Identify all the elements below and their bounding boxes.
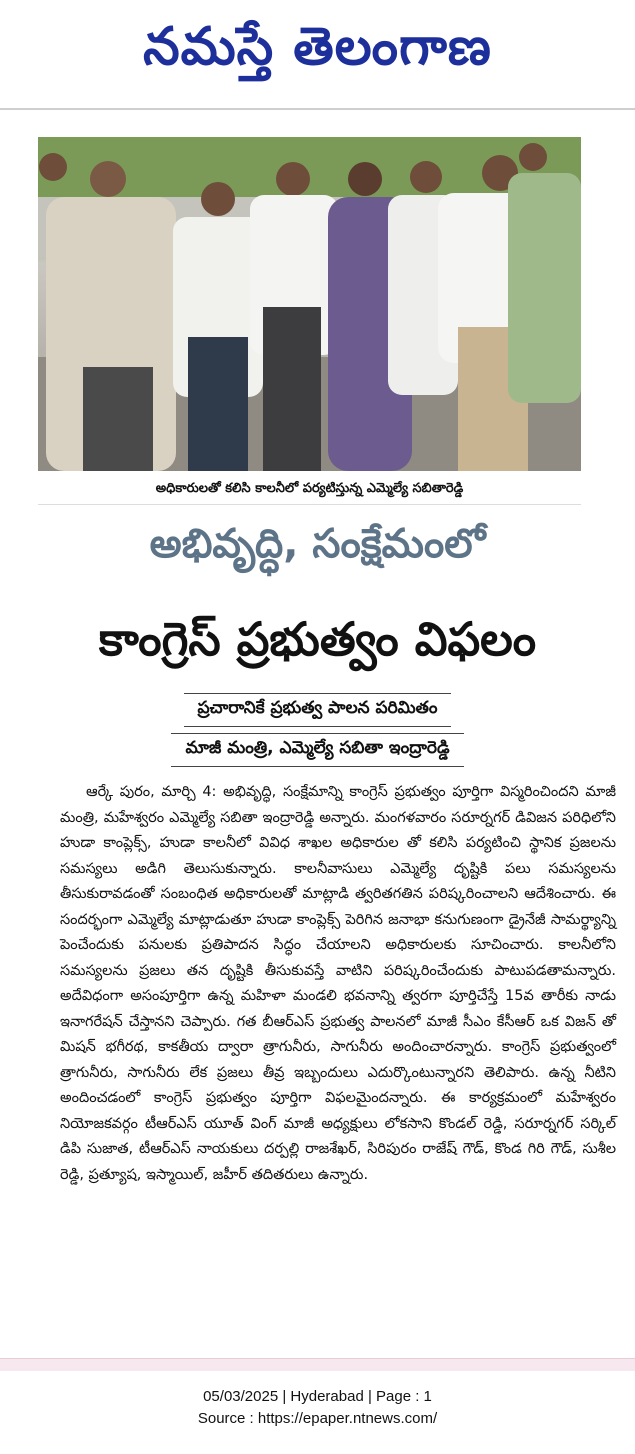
photo-caption: అధికారులతో కలిసి కాలనీలో పర్యటిస్తున్న ఎమ్మెల్యే సబితారెడ్డి [38,474,581,505]
subhead-1 [0,693,635,727]
masthead-rule [0,108,635,110]
article-paragraph: ఆర్కే పురం, మార్చి 4: అభివృద్ధి, సంక్షేమాన్ని కాంగ్రెస్ ప్రభుత్వం పూర్తిగా విస్మరించిందని మాజీ మంత్రి, మహేశ్వరం ఎమ్మెల్యే సబితా ఇంద్రారెడ్డి అన్నారు. మంగళవారం సరూర్నగర్ డివిజన పరిధిలోని హుడా కాంప్లెక్స్, హుడా కాలనీలో వివిధ శాఖల అధికారుల తో కలిసి పర్యటించి స్థానిక ప్రజలను సమస్యలు అడిగి తెలుసుకున్నారు. కాలనీవాసులు ఎమ్మెల్యే దృష్టికి పలు సమస్యలను తీసుకురావడంతో సంబంధిత అధికారులతో మాట్లాడి త్వరితగతిన పరిష్కరించాలని ఆదేశించారు. ఈ సందర్భంగా ఎమ్మెల్యే మాట్లాడుతూ హుడా కాంప్లెక్స్ పెరిగిన జనాభా కనుగుణంగా డ్రైనేజీ సామర్థ్యాన్ని పెంచేందుకు పనులకు ప్రతిపాదన సిద్ధం చేయాలని అధికారులకు సూచించారు. కాలనీలోని సమస్యలను ప్రజలు తన దృష్టికి తీసుకువస్తే వాటిని పరిష్కరించేందుకు పాటుపడతామన్నారు. అదేవిధంగా అసంపూర్తిగా ఉన్న మహిళా మండలి భవనాన్ని త్వరగా పూర్తిచేస్తే 15వ తారీకు నాడు ఇనాగరేషన్ చేస్తానని చెప్పారు. గత బీఆర్ఎస్ ప్రభుత్వ పాలనలో మాజీ సీఎం కేసీఆర్ ఒక విజన్ తో మిషన్ భగీరథ, కాకతీయ ద్వారా త్రాగునీరు, సాగునీరు అందించారన్నారు. కాంగ్రెస్ ప్రభుత్వంలో త్రాగునీరు, సాగునీరు లేక ప్రజలు తీవ్ర ఇబ్బందులు ఎదుర్కొంటున్నారని తెలిపారు. ఉన్న నీటిని అందించడంలో కాంగ్రెస్ ప్రభుత్వం పూర్తిగా విఫలమైందన్నారు. ఈ కార్యక్రమంలో మహేశ్వరం నియోజకవర్గం టీఆర్ఎస్ యూత్ వింగ్ మాజీ అధ్యక్షులు లోకసాని కొండల్ రెడ్డి, సరూర్నగర్ సర్కిల్ డిపి సుజాత, టీఆర్ఎస్ నాయకులు దర్పల్లి రాజశేఖర్, సిరిపురం రాజేష్ గౌడ్, కొండ గిరి గౌడ్, సుశీల రెడ్డి, ప్రత్యూష, ఇస్మాయిల్, జహీర్ తదితరులు ఉన్నారు. [60,784,616,1183]
article-headline: కాంగ్రెస్ ప్రభుత్వం విఫలం [98,612,537,666]
masthead [0,0,635,108]
newspaper-logo: నమస్తే తెలంగాణ [143,17,492,77]
subhead-2 [0,733,635,767]
footer-date-line: 05/03/2025 | Hyderabad | Page : 1 [203,1388,432,1405]
subhead-2-text: మాజీ మంత్రి, ఎమ్మెల్యే సబితా ఇంద్రారెడ్డి [171,733,463,767]
footer-source-line: Source : https://epaper.ntnews.com/ [197,1410,438,1427]
subhead-1-text: ప్రచారానికే ప్రభుత్వ పాలన పరిమితం [184,693,452,727]
footer-divider [0,1358,635,1371]
article-kicker: అభివృద్ధి, సంక్షేమంలో [149,521,486,567]
article-body [60,780,616,1188]
photo-illustration [38,137,581,471]
news-photo [38,137,581,471]
page-footer [0,1386,635,1430]
